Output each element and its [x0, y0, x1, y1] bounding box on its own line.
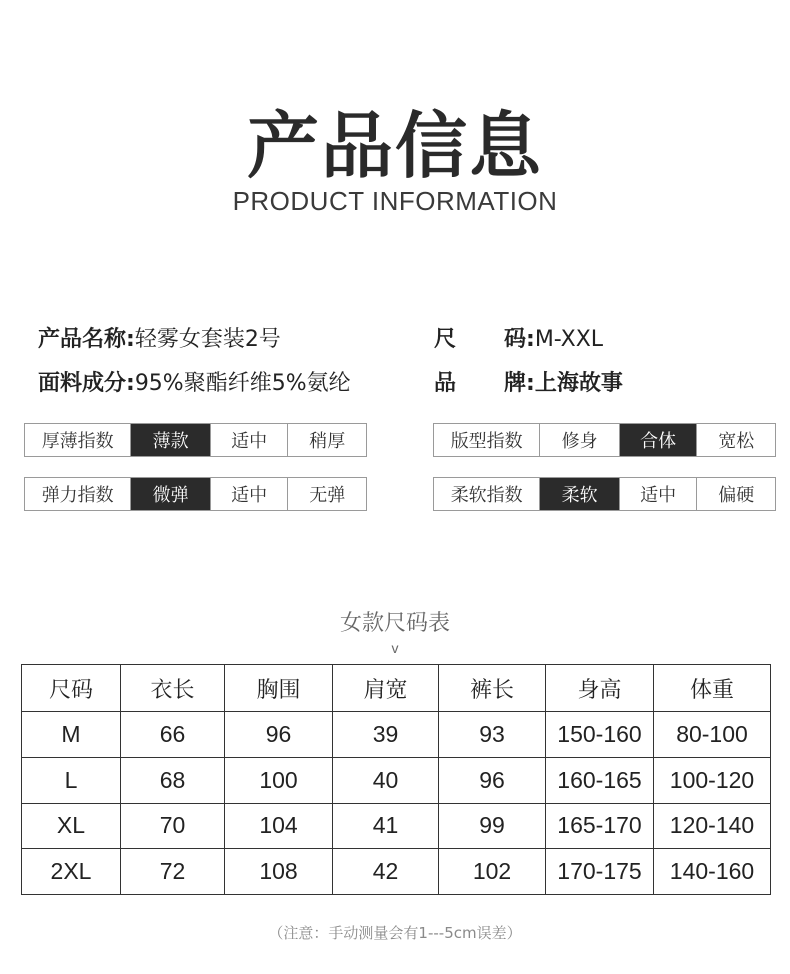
size-range-label-a: 尺	[434, 327, 457, 352]
elasticity-option[interactable]: 微弹	[130, 478, 210, 510]
table-cell: L	[22, 757, 121, 803]
table-row	[22, 803, 771, 849]
table-cell: 72	[121, 849, 225, 895]
fit-option[interactable]: 合体	[619, 424, 697, 456]
size-chart-table	[21, 664, 771, 895]
thickness-index	[24, 423, 367, 457]
header-bust: 胸围	[225, 665, 333, 712]
product-name-label: 产品名称:	[38, 327, 135, 352]
table-cell: 104	[225, 803, 333, 849]
softness-index-label: 柔软指数	[450, 485, 523, 506]
table-cell: 160-165	[546, 757, 654, 803]
table-cell: 96	[225, 712, 333, 758]
table-cell: 170-175	[546, 849, 654, 895]
page-subtitle: PRODUCT INFORMATION	[232, 186, 558, 216]
table-cell: 40	[333, 757, 439, 803]
table-cell: 165-170	[546, 803, 654, 849]
thickness-option[interactable]: 薄款	[130, 424, 210, 456]
brand-value: 上海故事	[534, 371, 623, 396]
table-cell: 42	[333, 849, 439, 895]
table-row	[22, 712, 771, 758]
header-shoulder: 肩宽	[333, 665, 439, 712]
elasticity-index-label: 弹力指数	[41, 485, 114, 506]
size-range-value: M-XXL	[534, 327, 604, 352]
table-cell: XL	[22, 803, 121, 849]
brand-label-a: 品	[434, 371, 457, 396]
softness-option[interactable]: 偏硬	[696, 478, 775, 510]
table-row	[22, 849, 771, 895]
softness-option[interactable]: 柔软	[539, 478, 619, 510]
table-cell: 93	[439, 712, 546, 758]
header-weight: 体重	[654, 665, 771, 712]
table-cell: 108	[225, 849, 333, 895]
table-cell: 70	[121, 803, 225, 849]
fit-option[interactable]: 修身	[539, 424, 619, 456]
softness-option[interactable]: 适中	[619, 478, 697, 510]
table-cell: 150-160	[546, 712, 654, 758]
table-cell: 140-160	[654, 849, 771, 895]
table-cell: 120-140	[654, 803, 771, 849]
table-cell: 80-100	[654, 712, 771, 758]
header-size: 尺码	[22, 665, 121, 712]
table-row	[22, 757, 771, 803]
size-range-label-b: 码:	[504, 327, 535, 352]
size-chart-header-row	[22, 665, 771, 712]
table-cell: 39	[333, 712, 439, 758]
elasticity-option[interactable]: 无弹	[287, 478, 366, 510]
elasticity-index	[24, 477, 367, 511]
product-name-row	[38, 322, 281, 353]
size-range-row	[434, 322, 603, 353]
table-cell: 100-120	[654, 757, 771, 803]
fit-index	[433, 423, 776, 457]
fabric-row	[38, 366, 351, 397]
table-cell: 100	[225, 757, 333, 803]
table-cell: 96	[439, 757, 546, 803]
table-cell: 99	[439, 803, 546, 849]
chevron-down-icon: v	[391, 640, 399, 656]
measurement-note: （注意：手动测量会有1---5cm误差）	[268, 924, 522, 942]
header-pants-length: 裤长	[439, 665, 546, 712]
thickness-option[interactable]: 稍厚	[287, 424, 366, 456]
page-title: 产品信息	[246, 104, 543, 188]
thickness-option[interactable]: 适中	[210, 424, 288, 456]
table-cell: 68	[121, 757, 225, 803]
fit-option[interactable]: 宽松	[696, 424, 775, 456]
table-cell: 41	[333, 803, 439, 849]
thickness-index-label: 厚薄指数	[41, 431, 114, 452]
softness-index	[433, 477, 776, 511]
table-cell: M	[22, 712, 121, 758]
brand-label-b: 牌:	[504, 371, 535, 396]
table-cell: 66	[121, 712, 225, 758]
elasticity-option[interactable]: 适中	[210, 478, 288, 510]
table-cell: 2XL	[22, 849, 121, 895]
fabric-value: 95%聚酯纤维5%氨纶	[134, 371, 351, 396]
fabric-label: 面料成分:	[38, 371, 135, 396]
brand-row	[434, 366, 623, 397]
size-chart-title: 女款尺码表	[339, 611, 450, 636]
product-name-value: 轻雾女套装2号	[134, 327, 281, 352]
header-length: 衣长	[121, 665, 225, 712]
header-height: 身高	[546, 665, 654, 712]
table-cell: 102	[439, 849, 546, 895]
fit-index-label: 版型指数	[450, 431, 523, 452]
